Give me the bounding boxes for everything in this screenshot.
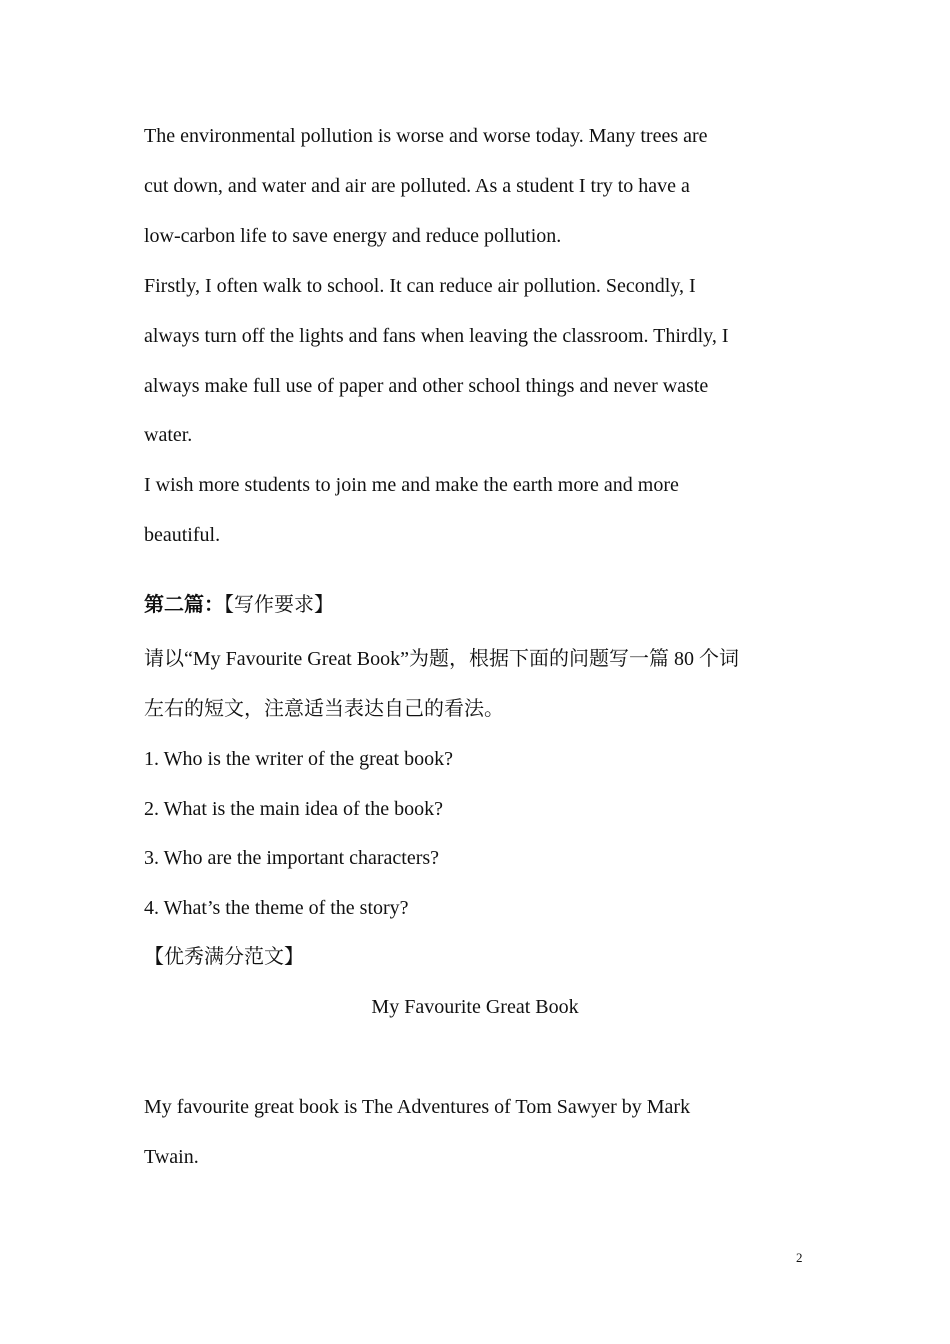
essay-1-line: beautiful. — [144, 524, 221, 546]
page-number: 2 — [796, 1250, 803, 1265]
essay-1-line: always turn off the lights and fans when leaving the classroom. Thirdly, I — [144, 325, 729, 347]
question-item: 2. What is the main idea of the book? — [144, 798, 443, 820]
essay-1-line: always make full use of paper and other school things and never waste — [144, 375, 709, 397]
question-item: 1. Who is the writer of the great book? — [144, 748, 453, 770]
essay-1-line: Firstly, I often walk to school. It can reduce air pollution. Secondly, I — [144, 275, 696, 297]
essay-1-line: cut down, and water and air are polluted. As a student I try to have a — [144, 175, 690, 197]
instruction-line: 左右的短文，注意适当表达自己的看法。 — [144, 698, 504, 720]
question-item: 4. What’s the theme of the story? — [144, 897, 409, 919]
sample-essay-title: My Favourite Great Book — [371, 996, 579, 1018]
writing-requirements-label: 【写作要求】 — [224, 594, 334, 616]
essay-1-line: The environmental pollution is worse and worse today. Many trees are — [144, 125, 708, 147]
question-item: 3. Who are the important characters? — [144, 847, 440, 869]
section-2-heading — [144, 592, 334, 618]
sample-essay-line: Twain. — [144, 1146, 199, 1168]
essay-1-line: low-carbon life to save energy and reduce pollution. — [144, 225, 562, 247]
sample-essay-label: 【优秀满分范文】 — [144, 946, 304, 968]
essay-1-line: water. — [144, 424, 193, 446]
instruction-line: 请以“My Favourite Great Book”为题，根据下面的问题写一篇 80 个词 — [144, 648, 739, 670]
essay-1-line: I wish more students to join me and make the earth more and more — [144, 474, 679, 496]
section-2-label: 第二篇： — [144, 594, 224, 616]
sample-essay-line: My favourite great book is The Adventures of Tom Sawyer by Mark — [144, 1096, 691, 1118]
